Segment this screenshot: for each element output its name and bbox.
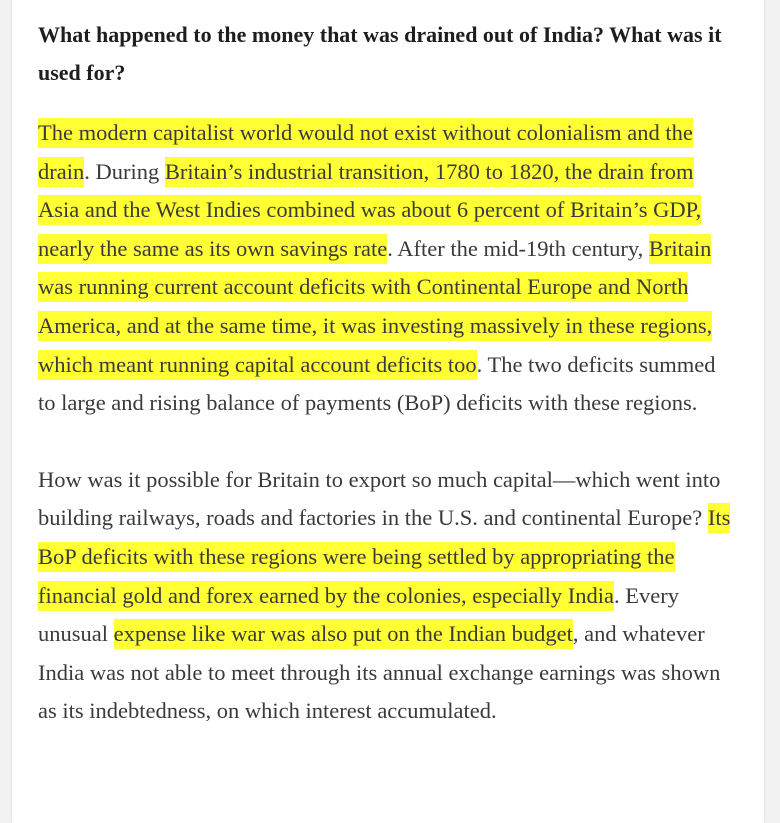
- text-segment: . Every unusual: [38, 582, 680, 647]
- highlighted-text: The modern capitalist world would not exist without colonialism and the drain: [38, 118, 693, 187]
- highlighted-text: Britain was running current account deficits with Continental Europe and North America, and at the same time, it was investing massively in these regions, which meant running capital account deficits too: [38, 234, 712, 380]
- highlighted-text: Britain’s industrial transition, 1780 to 1820, the drain from Asia and the West Indies combined was about 6 percent of Britain’s GDP, nearly the same as its own savings rate: [38, 157, 701, 264]
- text-segment: . During: [84, 158, 165, 184]
- question-heading: What happened to the money that was drained out of India? What was it used for?: [38, 22, 722, 85]
- text-segment: How was it possible for Britain to export so much capital—which went into building railways, roads and factories in the U.S. and continental Europe?: [38, 466, 721, 531]
- text-segment: , and whatever India was not able to meet through its annual exchange earnings was shown as its indebtedness, on which interest accumulated.: [38, 621, 721, 724]
- highlighted-text: expense like war was also put on the Indian budget: [114, 619, 573, 649]
- article-body: [38, 16, 738, 731]
- article-page: [12, 0, 764, 823]
- paragraph-2: [38, 461, 738, 731]
- text-segment: . After the mid-19th century,: [387, 235, 649, 261]
- highlighted-text: Its BoP deficits with these regions were being settled by appropriating the financial gold and forex earned by the colonies, especially India: [38, 503, 730, 610]
- paragraph-1: [38, 114, 738, 423]
- text-segment: . The two deficits summed to large and rising balance of payments (BoP) deficits with these regions.: [38, 351, 716, 416]
